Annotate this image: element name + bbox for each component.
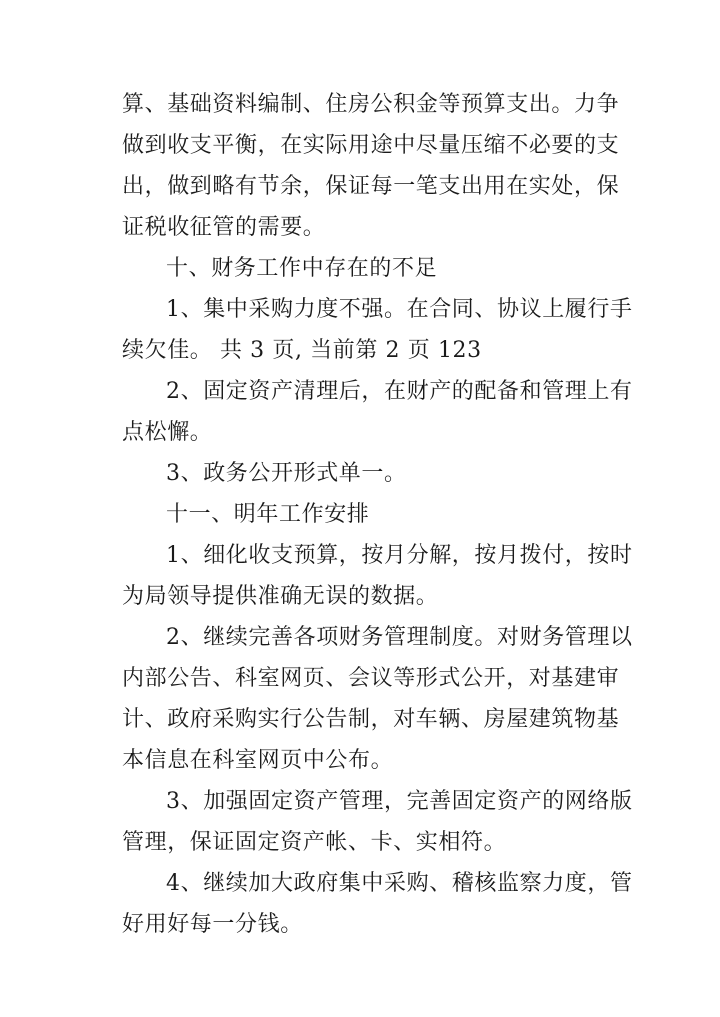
body-line: 算、基础资料编制、住房公积金等预算支出。力争 — [122, 92, 620, 117]
body-line: 为局领导提供准确无误的数据。 — [122, 584, 439, 609]
body-line: 3、加强固定资产管理，完善固定资产的网络版 — [166, 789, 633, 814]
section-heading: 十、财务工作中存在的不足 — [166, 256, 438, 281]
body-line: 1、细化收支预算，按月分解，按月拨付，按时 — [166, 543, 633, 568]
body-line: 本信息在科室网页中公布。 — [122, 748, 394, 773]
body-line: 2、固定资产清理后，在财产的配备和管理上有 — [166, 379, 633, 404]
body-line: 管理，保证固定资产帐、卡、实相符。 — [122, 830, 507, 855]
body-line: 续欠佳。 共 3 页, 当前第 2 页 123 — [122, 338, 482, 363]
body-line: 计、政府采购实行公告制，对车辆、房屋建筑物基 — [122, 707, 620, 732]
body-line: 出，做到略有节余，保证每一笔支出用在实处，保 — [122, 174, 620, 199]
body-line: 好用好每一分钱。 — [122, 912, 303, 937]
section-heading: 十一、明年工作安排 — [166, 502, 370, 527]
body-line: 4、继续加大政府集中采购、稽核监察力度，管 — [166, 871, 633, 896]
body-line: 1、集中采购力度不强。在合同、协议上履行手 — [166, 297, 633, 322]
body-line: 2、继续完善各项财务管理制度。对财务管理以 — [166, 625, 633, 650]
body-line: 证税收征管的需要。 — [122, 215, 326, 240]
body-line: 内部公告、科室网页、会议等形式公开，对基建审 — [122, 666, 620, 691]
body-line: 点松懈。 — [122, 420, 213, 445]
body-line: 3、政务公开形式单一。 — [166, 461, 407, 486]
body-line: 做到收支平衡，在实际用途中尽量压缩不必要的支 — [122, 133, 620, 158]
